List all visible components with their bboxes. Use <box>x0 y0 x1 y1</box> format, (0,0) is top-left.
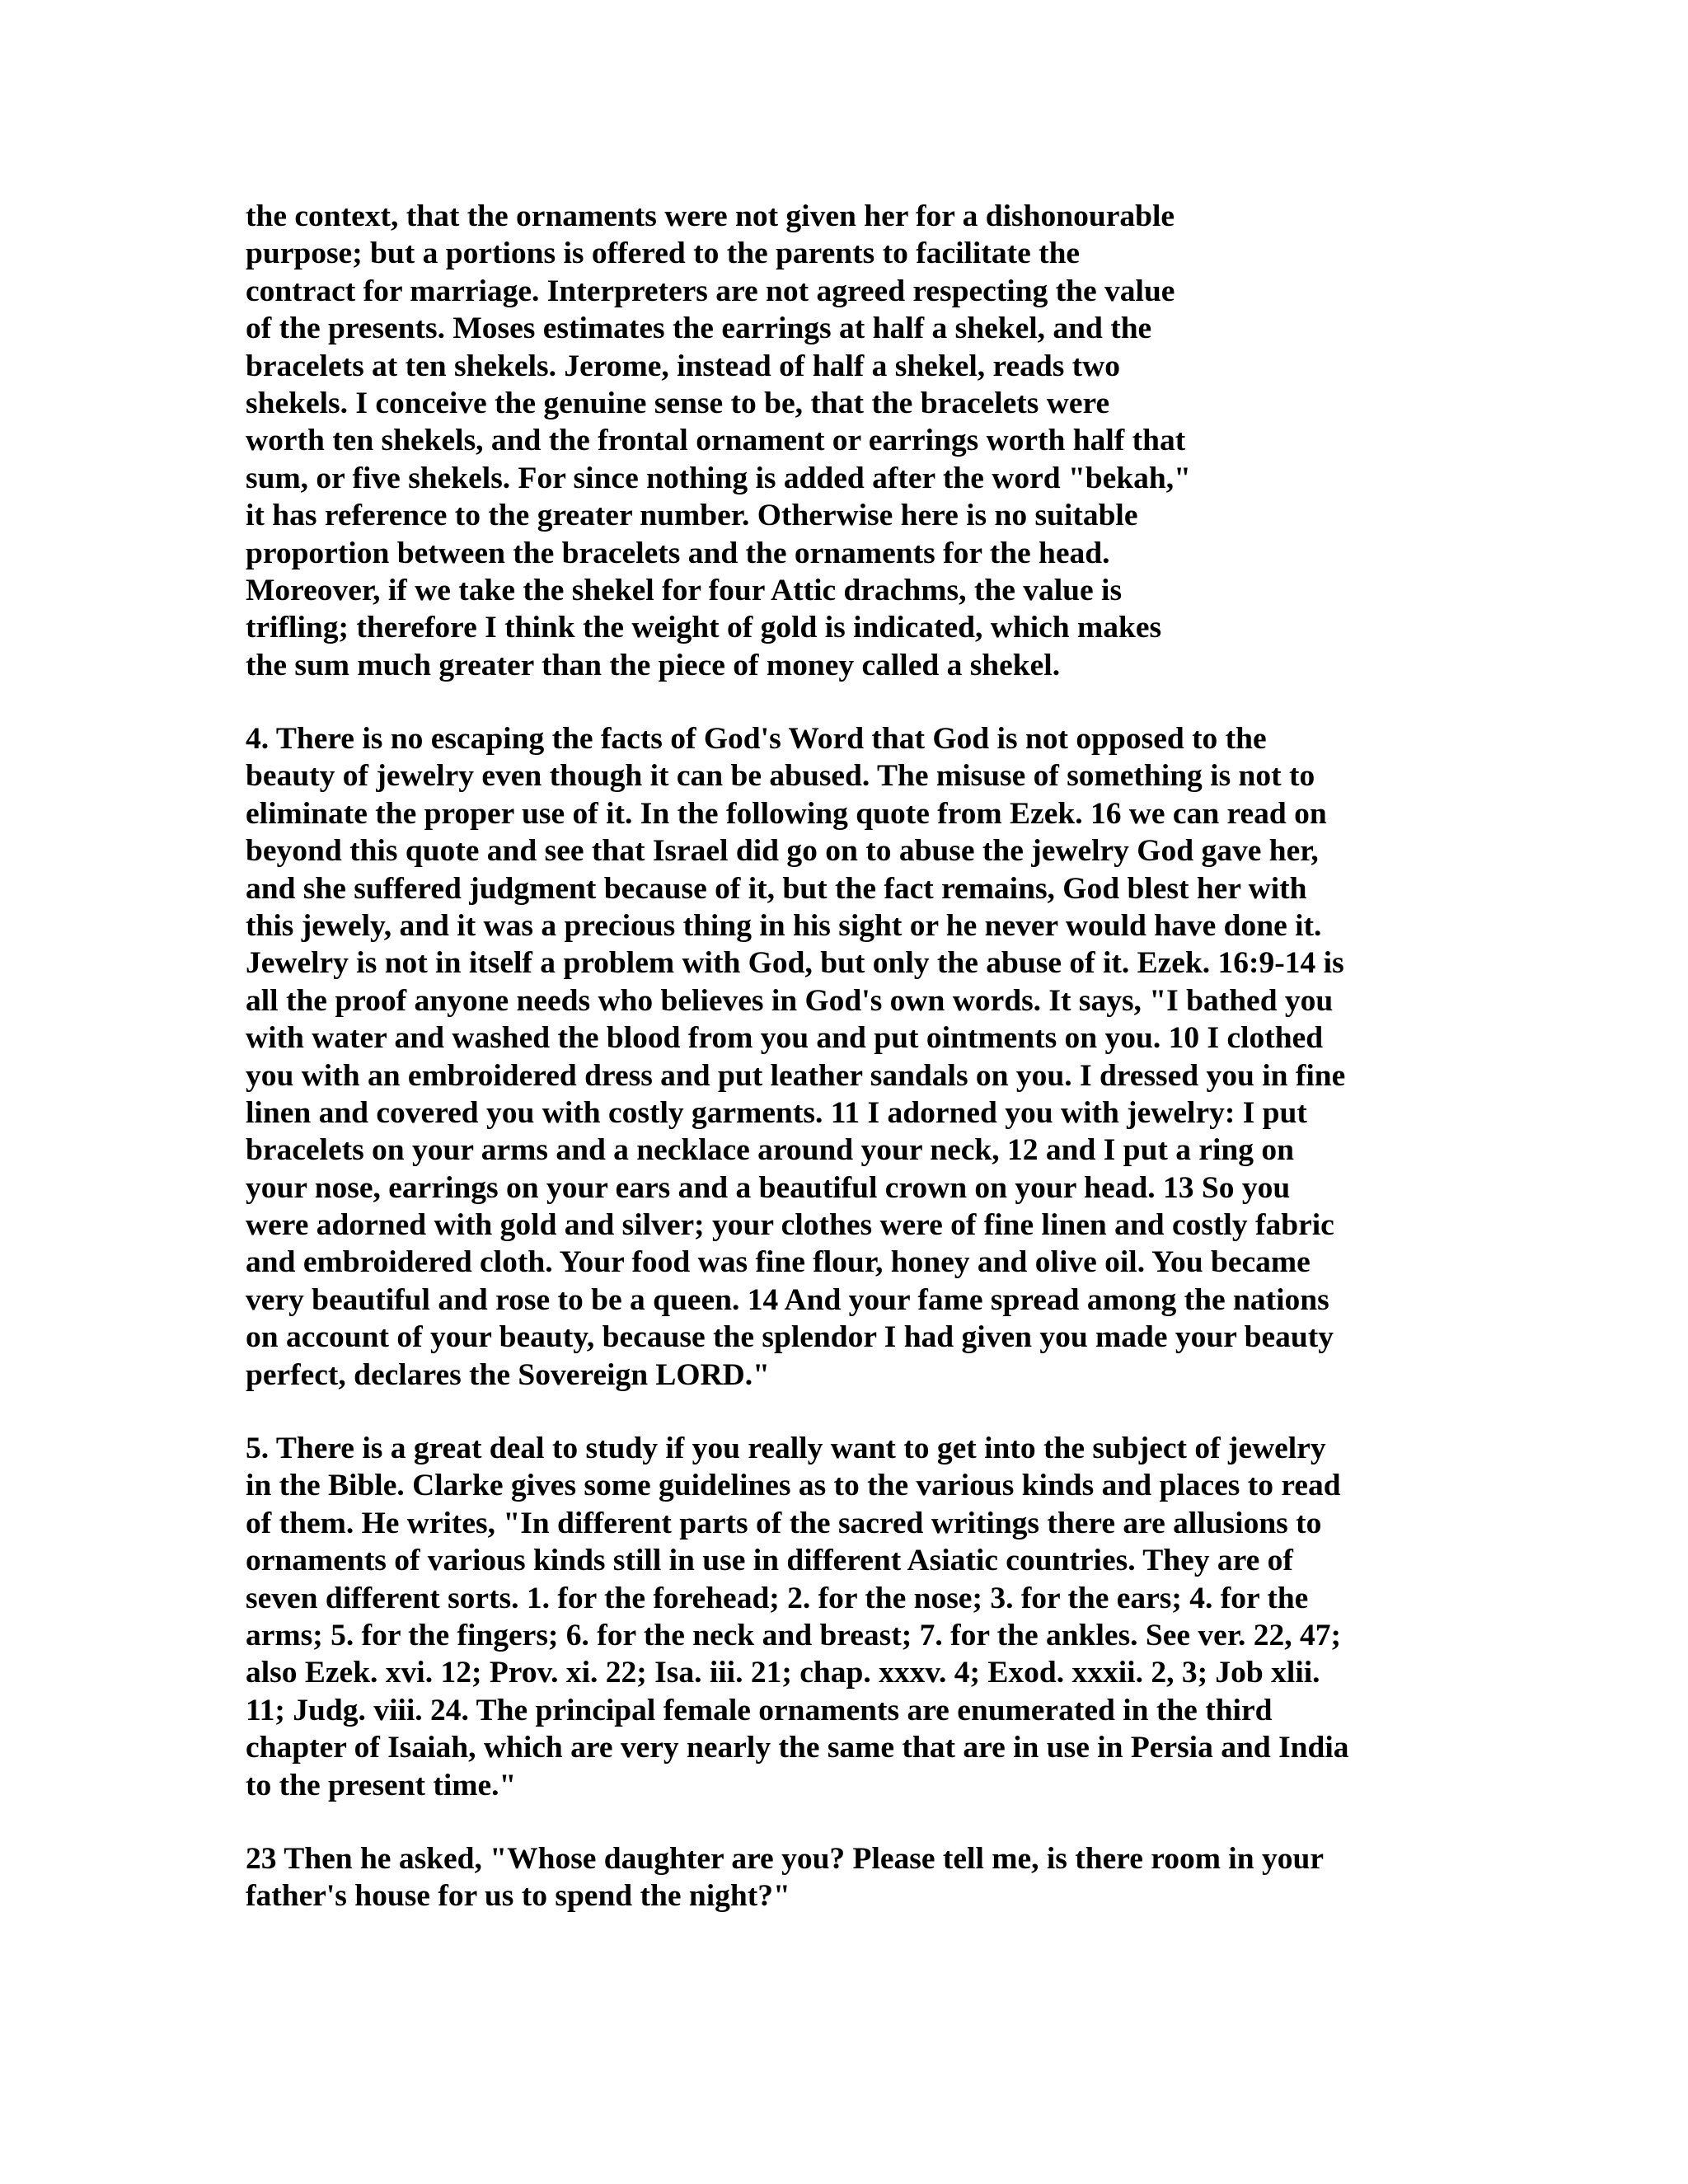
text-line: to the present time." <box>246 1768 517 1802</box>
text-line: eliminate the proper use of it. In the following quote from Ezek. 16 we can read on <box>246 796 1327 831</box>
text-line: of the presents. Moses estimates the earrings at half a shekel, and the <box>246 312 1152 346</box>
text-line: contract for marriage. Interpreters are not agreed respecting the value <box>246 274 1175 308</box>
text-line: very beautiful and rose to be a queen. 14 And your fame spread among the nations <box>246 1282 1329 1317</box>
text-line: all the proof anyone needs who believes in God's own words. It says, "I bathed you <box>246 983 1334 1018</box>
text-line: and embroidered cloth. Your food was fine flour, honey and olive oil. You became <box>246 1245 1311 1280</box>
text-line: perfect, declares the Sovereign LORD." <box>246 1357 770 1392</box>
text-line: on account of your beauty, because the splendor I had given you made your beauty <box>246 1320 1334 1355</box>
text-line: also Ezek. xvi. 12; Prov. xi. 22; Isa. iii. 21; chap. xxxv. 4; Exod. xxxii. 2, 3; Job xlii. <box>246 1656 1320 1690</box>
paragraph-verse-23 <box>246 1840 1324 1915</box>
text-line: Jewelry is not in itself a problem with God, but only the abuse of it. Ezek. 16:9-14 is <box>246 946 1344 981</box>
text-line: father's house for us to spend the night?" <box>246 1879 790 1914</box>
text-line: proportion between the bracelets and the ornaments for the head. <box>246 536 1110 570</box>
text-line: Moreover, if we take the shekel for four Attic drachms, the value is <box>246 573 1123 607</box>
text-line: it has reference to the greater number. Otherwise here is no suitable <box>246 499 1138 533</box>
text-line: arms; 5. for the fingers; 6. for the neck and breast; 7. for the ankles. See ver. 22, 47; <box>246 1618 1342 1652</box>
text-line: in the Bible. Clarke gives some guidelines as to the various kinds and places to read <box>246 1469 1341 1503</box>
text-line: purpose; but a portions is offered to the parents to facilitate the <box>246 237 1081 271</box>
paragraph-point-4 <box>246 720 1345 1394</box>
text-line: trifling; therefore I think the weight of gold is indicated, which makes <box>246 611 1162 645</box>
text-line: 23 Then he asked, "Whose daughter are you? Please tell me, is there room in your <box>246 1842 1324 1876</box>
text-line: ornaments of various kinds still in use in different Asiatic countries. They are of <box>246 1544 1293 1578</box>
text-line: beyond this quote and see that Israel did go on to abuse the jewelry God gave her, <box>246 834 1319 869</box>
text-line: worth ten shekels, and the frontal ornament or earrings worth half that <box>246 424 1186 458</box>
paragraph-point-5 <box>246 1430 1349 1804</box>
text-line: you with an embroidered dress and put leather sandals on you. I dressed you in fine <box>246 1058 1346 1093</box>
text-line: bracelets at ten shekels. Jerome, instead of half a shekel, reads two <box>246 349 1121 383</box>
text-line: shekels. I conceive the genuine sense to be, that the bracelets were <box>246 386 1110 420</box>
text-line: sum, or five shekels. For since nothing is added after the word "bekah," <box>246 461 1191 495</box>
text-line: with water and washed the blood from you and put ointments on you. 10 I clothed <box>246 1021 1324 1056</box>
text-line: were adorned with gold and silver; your clothes were of fine linen and costly fabric <box>246 1208 1334 1243</box>
text-line: 4. There is no escaping the facts of God's Word that God is not opposed to the <box>246 722 1267 756</box>
text-line: of them. He writes, "In different parts of the sacred writings there are allusions to <box>246 1506 1322 1540</box>
text-line: this jewely, and it was a precious thing in his sight or he never would have done it. <box>246 908 1322 943</box>
paragraph-commentary-ornaments <box>246 198 1191 684</box>
text-line: linen and covered you with costly garments. 11 I adorned you with jewelry: I put <box>246 1095 1307 1130</box>
text-line: bracelets on your arms and a necklace around your neck, 12 and I put a ring on <box>246 1133 1295 1168</box>
text-line: seven different sorts. 1. for the forehead; 2. for the nose; 3. for the ears; 4. for the <box>246 1581 1309 1615</box>
text-line: the sum much greater than the piece of money called a shekel. <box>246 648 1061 682</box>
text-line: 5. There is a great deal to study if you really want to get into the subject of jewelry <box>246 1432 1326 1465</box>
text-line: your nose, earrings on your ears and a beautiful crown on your head. 13 So you <box>246 1170 1291 1205</box>
text-line: 11; Judg. viii. 24. The principal female ornaments are enumerated in the third <box>246 1693 1273 1727</box>
text-line: the context, that the ornaments were not given her for a dishonourable <box>246 199 1175 233</box>
text-line: beauty of jewelry even though it can be abused. The misuse of something is not to <box>246 759 1315 794</box>
text-line: and she suffered judgment because of it, but the fact remains, God blest her with <box>246 871 1307 906</box>
text-line: chapter of Isaiah, which are very nearly the same that are in use in Persia and India <box>246 1731 1349 1765</box>
